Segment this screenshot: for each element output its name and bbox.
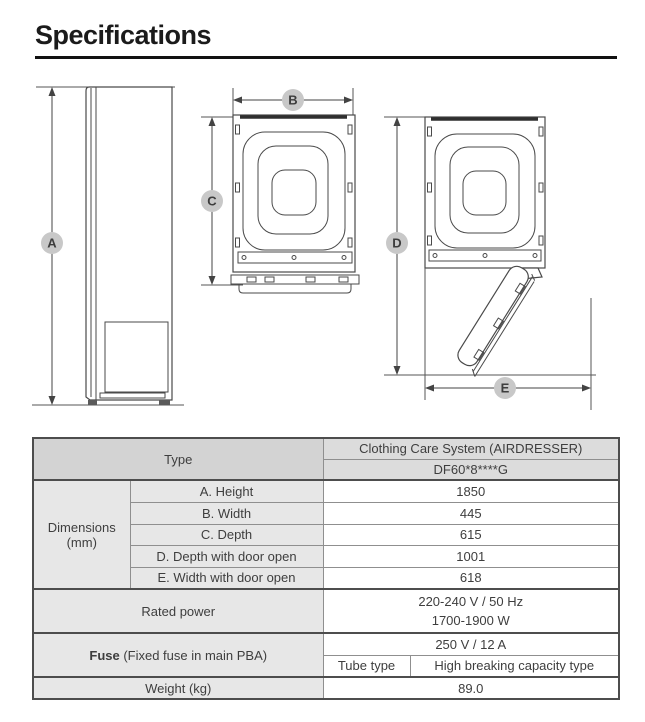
right-foot	[159, 400, 170, 405]
svg-text:D: D	[392, 235, 402, 251]
dimension-badge-c	[201, 190, 223, 212]
cabinet-side-outline	[86, 87, 172, 405]
fuse-tube-type-label: Tube type	[323, 655, 410, 677]
base-tray	[239, 284, 351, 293]
machine-top-outline	[231, 115, 359, 293]
dimension-label-depth-door-open: D. Depth with door open	[130, 545, 323, 567]
base-plate	[231, 275, 359, 284]
svg-text:E: E	[500, 380, 510, 396]
fuse-label-detail: (Fixed fuse in main PBA)	[119, 647, 268, 663]
dimensions-label-line1: Dimensions	[47, 519, 116, 535]
dimension-badge-e	[494, 377, 516, 399]
dimension-value-depth-door-open: 1001	[323, 545, 619, 567]
svg-text:A: A	[47, 235, 57, 251]
weight-label: Weight (kg)	[33, 677, 323, 699]
dimension-value-width: 445	[323, 502, 619, 524]
svg-text:B: B	[288, 92, 298, 108]
dimension-badge-b	[282, 89, 304, 111]
side-view-diagram	[32, 75, 192, 420]
dimension-badge-d	[386, 232, 408, 254]
left-foot	[88, 400, 97, 405]
dimension-label-height: A. Height	[130, 480, 323, 502]
dimension-value-depth: 615	[323, 524, 619, 545]
fuse-label-bold: Fuse	[89, 647, 120, 663]
page-title: Specifications	[35, 20, 212, 50]
machine-top-outline-open	[425, 117, 545, 268]
fuse-rating-value: 250 V / 12 A	[323, 633, 619, 655]
open-door	[452, 263, 542, 377]
weight-value: 89.0	[323, 677, 619, 699]
rated-power-wattage: 1700-1900 W	[431, 613, 510, 628]
dimension-label-depth: C. Depth	[130, 524, 323, 545]
dimensions-label-line2: (mm)	[66, 534, 97, 550]
dimension-label-width-door-open: E. Width with door open	[130, 567, 323, 589]
rated-power-label: Rated power	[33, 589, 323, 633]
dimension-value-height: 1850	[323, 480, 619, 502]
spec-table	[32, 437, 620, 700]
dimension-badge-a	[41, 232, 63, 254]
dimension-value-width-door-open: 618	[323, 567, 619, 589]
top-view-diagram	[195, 80, 370, 305]
fuse-tube-type-value: High breaking capacity type	[410, 655, 619, 677]
rated-power-value	[323, 589, 619, 633]
model-cell: DF60*8****G	[323, 459, 619, 480]
title-underline	[35, 56, 617, 59]
type-header-cell: Type	[33, 438, 323, 480]
dimension-label-width: B. Width	[130, 502, 323, 524]
svg-text:C: C	[207, 193, 217, 209]
door-open-diagram	[378, 80, 613, 415]
type-system-cell: Clothing Care System (AIRDRESSER)	[323, 438, 619, 459]
dimensions-group-label	[33, 480, 130, 589]
rated-power-voltage: 220-240 V / 50 Hz	[418, 593, 524, 609]
fuse-label	[33, 633, 323, 677]
